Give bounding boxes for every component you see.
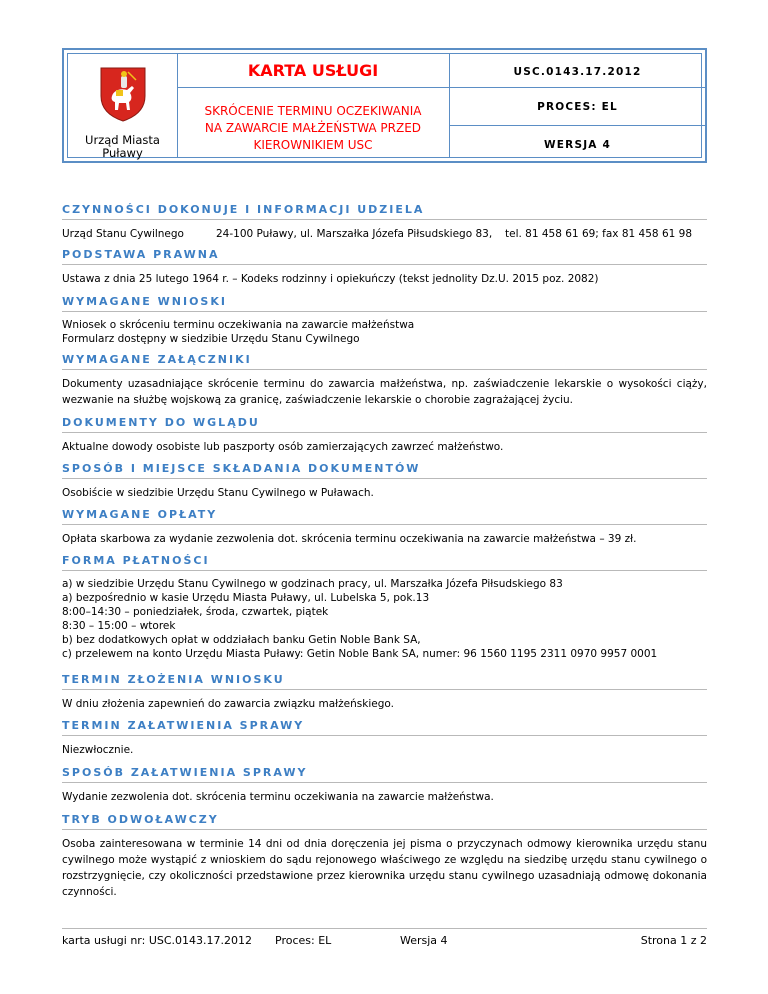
footer-version: Wersja 4: [400, 934, 448, 947]
footer-card-number: karta usługi nr: USC.0143.17.2012: [62, 934, 253, 947]
document-type-title: KARTA USŁUGI: [247, 61, 379, 80]
legal-basis-text: Ustawa z dnia 25 lutego 1964 r. – Kodeks rodzinny i opiekuńczy (tekst jednolity Dz.U. 2015 poz. 2082): [62, 273, 599, 285]
process-label: PROCES: EL: [537, 101, 618, 113]
processing-time-text: Niezwłocznie.: [62, 744, 134, 756]
submission-text: Osobiście w siedzibie Urzędu Stanu Cywilnego w Puławach.: [62, 487, 374, 499]
footer-process: Proces: EL: [275, 934, 332, 947]
section-heading-fees: WYMAGANE OPŁATY: [62, 508, 218, 521]
footer-page-number: Strona 1 z 2: [640, 934, 707, 947]
section-heading-appeal: TRYB ODWOŁAWCZY: [62, 813, 219, 826]
payment-line-6: c) przelewem na konto Urzędu Miasta Puławy: Getin Noble Bank SA, numer: 96 1560 1195 2311 0970 9957 0001: [62, 648, 658, 660]
logo-cell: [68, 54, 177, 160]
applications-line1: Wniosek o skróceniu terminu oczekiwania na zawarcie małżeństwa: [62, 319, 415, 331]
attachments-text: Dokumenty uzasadniające skrócenie terminu do zawarcia małżeństwa, np. zaświadczenie lekarskie o wysokości ciąży, wezwanie na służbę wojskową za granicę, zaświadczenie lekarskie o chorobie zagrażającej życiu.: [62, 378, 707, 406]
payment-line-1: a) w siedzibie Urzędu Stanu Cywilnego w godzinach pracy, ul. Marszałka Józefa Piłsudskiego 83: [62, 578, 563, 590]
section-heading-applications: WYMAGANE WNIOSKI: [62, 295, 227, 308]
processing-method-text: Wydanie zezwolenia dot. skrócenia terminu oczekiwania na zawarcie małżeństwa.: [62, 791, 494, 803]
section-heading-filing-deadline: TERMIN ZŁOŻENIA WNIOSKU: [62, 673, 285, 686]
section-heading-payment: FORMA PŁATNOŚCI: [62, 554, 210, 567]
section-heading-processing-time: TERMIN ZAŁATWIENIA SPRAWY: [62, 719, 305, 732]
payment-line-4: 8:30 – 15:00 – wtorek: [62, 620, 176, 632]
office-name: Urząd Stanu Cywilnego: [62, 228, 184, 240]
footer-divider: [62, 928, 707, 929]
fees-text: Opłata skarbowa za wydanie zezwolenia dot. skrócenia terminu oczekiwania na zawarcie małżeństwa – 39 zł.: [62, 533, 637, 545]
version-label: WERSJA 4: [544, 139, 611, 151]
coat-of-arms-icon: [99, 66, 147, 122]
section-heading-office: CZYNNOŚCI DOKONUJE I INFORMACJI UDZIELA: [62, 203, 425, 216]
office-address: 24-100 Puławy, ul. Marszałka Józefa Piłsudskiego 83,: [216, 228, 493, 240]
service-title-line1: SKRÓCENIE TERMINU OCZEKIWANIA: [204, 103, 422, 118]
header-box: [62, 48, 707, 163]
section-heading-documents: DOKUMENTY DO WGLĄDU: [62, 416, 260, 429]
section-heading-submission: SPOSÓB I MIEJSCE SKŁADANIA DOKUMENTÓW: [62, 462, 421, 475]
payment-line-3: 8:00–14:30 – poniedziałek, środa, czwartek, piątek: [62, 606, 329, 618]
service-title: [177, 88, 449, 162]
office-name-line1: Urząd Miasta: [85, 133, 160, 147]
appeal-text: Osoba zainteresowana w terminie 14 dni od dnia doręczenia jej pisma o przyczynach odmowy kierownika urzędu stanu cywilnego może wystąpić z wnioskiem do sądu rejonowego właściwego ze względu na siedzibę urzędu stanu cywilnego o rozstrzygnięcie, czy okoliczności przedstawione przez kierownika urzędu stanu cywilnego uzasadniają odmowę dokonania czynności.: [62, 838, 707, 898]
documents-text: Aktualne dowody osobiste lub paszporty osób zamierzających zawrzeć małżeństwo.: [62, 441, 504, 453]
payment-line-5: b) bez dodatkowych opłat w oddziałach banku Getin Noble Bank SA,: [62, 634, 421, 646]
section-heading-attachments: WYMAGANE ZAŁĄCZNIKI: [62, 353, 252, 366]
service-title-line2: NA ZAWARCIE MAŁŻEŃSTWA PRZED KIEROWNIKIEM USC: [204, 120, 422, 152]
applications-line2: Formularz dostępny w siedzibie Urzędu Stanu Cywilnego: [62, 333, 360, 345]
payment-line-2: a) bezpośrednio w kasie Urzędu Miasta Puławy, ul. Lubelska 5, pok.13: [62, 592, 430, 604]
section-heading-legal-basis: PODSTAWA PRAWNA: [62, 248, 220, 261]
filing-deadline-text: W dniu złożenia zapewnień do zawarcia związku małżeńskiego.: [62, 698, 394, 710]
card-code: USC.0143.17.2012: [513, 66, 642, 78]
section-heading-processing-method: SPOSÓB ZAŁATWIENIA SPRAWY: [62, 766, 308, 779]
office-name-line2: Puławy: [102, 146, 143, 160]
office-phone: tel. 81 458 61 69; fax 81 458 61 98: [505, 228, 693, 240]
